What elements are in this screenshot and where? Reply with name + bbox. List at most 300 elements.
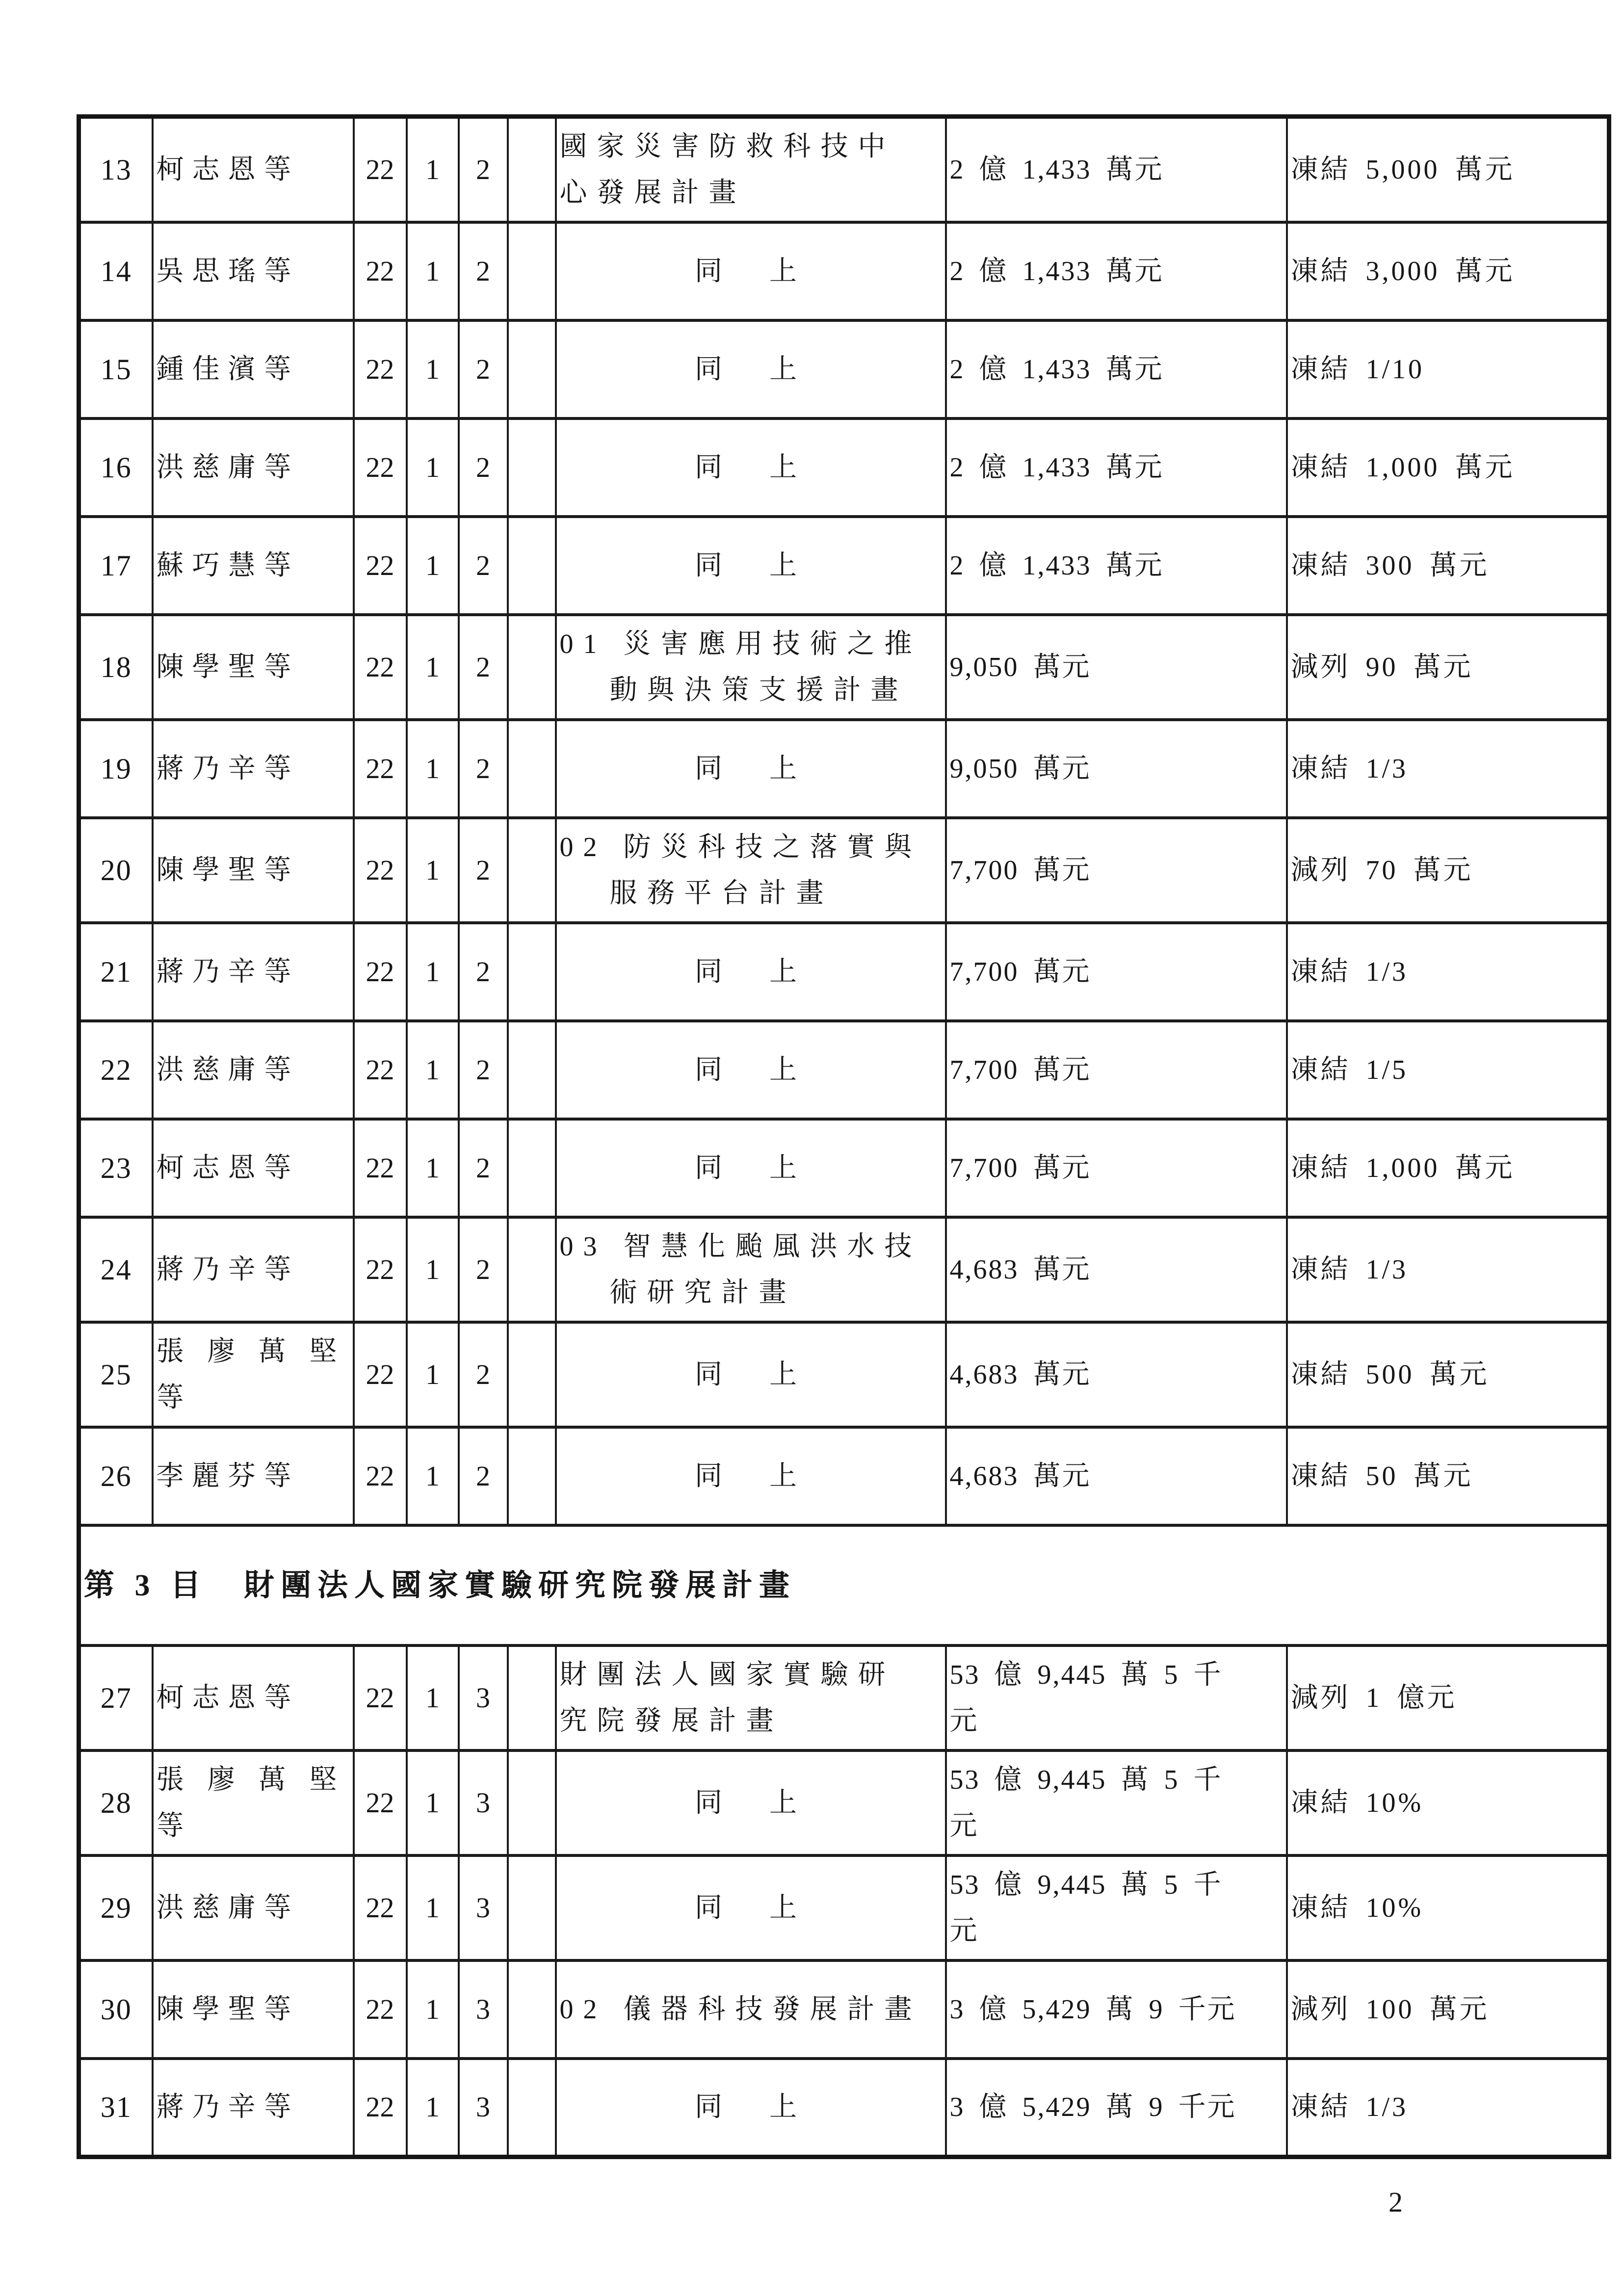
proposer-cell — [153, 418, 354, 517]
table-row — [79, 1322, 1609, 1427]
budget-kuan: 22 — [366, 255, 394, 287]
resolution-cell — [1287, 615, 1609, 720]
budget-mu: 2 — [476, 1358, 490, 1390]
budget-xiang-cell — [407, 1960, 459, 2059]
budget-amount: 2 億 1,433 萬元 — [949, 256, 1164, 287]
spare-cell — [508, 818, 556, 923]
proposer-name: 柯志恩等 — [156, 1153, 300, 1183]
budget-xiang: 1 — [425, 255, 440, 287]
table-row — [79, 818, 1609, 923]
row-number: 13 — [100, 154, 132, 186]
spare-cell — [508, 923, 556, 1021]
budget-kuan-cell — [354, 2059, 407, 2157]
resolution-text: 凍結 5,000 萬元 — [1290, 155, 1515, 185]
proposer-cell — [153, 1217, 354, 1322]
project-cell — [556, 320, 946, 418]
proposer-cell — [153, 117, 354, 223]
table-row — [79, 1750, 1609, 1855]
row-number-cell — [79, 1750, 153, 1855]
project-name: 同 上 — [695, 1359, 807, 1390]
proposer-name: 洪慈庸等 — [156, 1893, 300, 1923]
budget-amount: 2 億 1,433 萬元 — [949, 354, 1164, 385]
budget-xiang: 1 — [425, 549, 440, 581]
budget-amount: 9,050 萬元 — [949, 652, 1091, 682]
row-number: 23 — [100, 1152, 132, 1184]
budget-mu: 3 — [476, 2091, 490, 2123]
amount-cell — [946, 222, 1287, 320]
budget-mu-cell — [459, 2059, 508, 2157]
budget-kuan-cell — [354, 923, 407, 1021]
resolution-text: 減列 70 萬元 — [1290, 855, 1473, 886]
amount-cell — [946, 1427, 1287, 1525]
resolution-text: 凍結 1/5 — [1290, 1055, 1409, 1085]
budget-xiang-cell — [407, 1217, 459, 1322]
proposer-cell — [153, 720, 354, 818]
budget-mu-cell — [459, 923, 508, 1021]
proposer-cell — [153, 517, 354, 615]
budget-kuan-cell — [354, 1119, 407, 1217]
row-number: 20 — [100, 854, 132, 887]
budget-amount: 9,050 萬元 — [949, 754, 1091, 784]
proposer-cell — [153, 1960, 354, 2059]
budget-amount: 4,683 萬元 — [949, 1359, 1091, 1390]
project-cell — [556, 2059, 946, 2157]
table-row — [79, 517, 1609, 615]
budget-kuan-cell — [354, 818, 407, 923]
budget-amount: 53 億 9,445 萬 5 千 — [949, 1765, 1223, 1795]
resolution-text: 凍結 1/3 — [1290, 754, 1409, 784]
budget-xiang-cell — [407, 818, 459, 923]
budget-kuan: 22 — [366, 1253, 394, 1285]
budget-mu-cell — [459, 320, 508, 418]
proposer-name: 吳思瑤等 — [156, 256, 300, 287]
budget-xiang: 1 — [425, 353, 440, 385]
proposer-name: 柯志恩等 — [156, 1683, 300, 1713]
budget-xiang-cell — [407, 222, 459, 320]
budget-mu-cell — [459, 1217, 508, 1322]
budget-xiang-cell — [407, 2059, 459, 2157]
project-name: 同 上 — [695, 1055, 807, 1085]
resolution-text: 凍結 1/10 — [1290, 354, 1425, 385]
row-number-cell — [79, 818, 153, 923]
project-name: 02 儀器科技發展計畫 — [559, 1994, 922, 2025]
proposer-cell — [153, 1645, 354, 1750]
resolution-text: 凍結 1/3 — [1290, 1254, 1409, 1285]
table-row — [79, 1021, 1609, 1119]
table-row — [79, 418, 1609, 517]
resolution-cell — [1287, 1855, 1609, 1960]
budget-amount: 3 億 5,429 萬 9 千元 — [949, 2092, 1236, 2123]
resolution-text: 減列 90 萬元 — [1290, 652, 1473, 682]
project-cell — [556, 1750, 946, 1855]
budget-xiang: 1 — [425, 1787, 440, 1819]
resolution-cell — [1287, 2059, 1609, 2157]
budget-xiang: 1 — [425, 1253, 440, 1285]
project-cell — [556, 1960, 946, 2059]
budget-amount: 53 億 9,445 萬 5 千 — [949, 1870, 1223, 1900]
spare-cell — [508, 615, 556, 720]
resolution-text: 凍結 3,000 萬元 — [1290, 256, 1515, 287]
budget-mu: 3 — [476, 1682, 490, 1714]
spare-cell — [508, 1855, 556, 1960]
section-header-cell — [79, 1525, 1609, 1645]
project-cell — [556, 1217, 946, 1322]
spare-cell — [508, 222, 556, 320]
spare-cell — [508, 517, 556, 615]
project-cell — [556, 1021, 946, 1119]
spare-cell — [508, 1427, 556, 1525]
proposer-name: 陳學聖等 — [156, 1994, 300, 2025]
amount-cell — [946, 720, 1287, 818]
budget-kuan-cell — [354, 1217, 407, 1322]
section-header-row — [79, 1525, 1609, 1645]
budget-amount: 4,683 萬元 — [949, 1461, 1091, 1491]
resolution-cell — [1287, 1427, 1609, 1525]
budget-kuan-cell — [354, 1427, 407, 1525]
project-name: 同 上 — [695, 754, 807, 784]
budget-amount: 4,683 萬元 — [949, 1254, 1091, 1285]
row-number: 30 — [100, 1993, 132, 2026]
proposer-name: 蔣乃辛等 — [156, 957, 300, 987]
resolution-cell — [1287, 1645, 1609, 1750]
budget-xiang: 1 — [425, 154, 440, 185]
budget-mu-cell — [459, 1960, 508, 2059]
row-number-cell — [79, 418, 153, 517]
project-name: 03 智慧化颱風洪水技 — [559, 1231, 922, 1262]
budget-mu-cell — [459, 418, 508, 517]
row-number: 21 — [100, 956, 132, 988]
row-number-cell — [79, 1960, 153, 2059]
resolution-cell — [1287, 517, 1609, 615]
spare-cell — [508, 1960, 556, 2059]
amount-cell — [946, 1855, 1287, 1960]
budget-xiang: 1 — [425, 1460, 440, 1492]
budget-xiang: 1 — [425, 1892, 440, 1924]
proposer-name: 張 廖 萬 堅 — [156, 1765, 345, 1795]
budget-kuan-cell — [354, 615, 407, 720]
budget-xiang-cell — [407, 923, 459, 1021]
project-name: 同 上 — [695, 957, 807, 987]
project-cell — [556, 818, 946, 923]
budget-xiang-cell — [407, 1427, 459, 1525]
budget-mu-cell — [459, 615, 508, 720]
resolution-cell — [1287, 1322, 1609, 1427]
budget-kuan: 22 — [366, 549, 394, 581]
table-row — [79, 320, 1609, 418]
resolution-cell — [1287, 720, 1609, 818]
row-number: 26 — [100, 1460, 132, 1492]
budget-kuan: 22 — [366, 2091, 394, 2123]
row-number-cell — [79, 1322, 153, 1427]
budget-mu: 2 — [476, 1460, 490, 1492]
budget-kuan: 22 — [366, 1892, 394, 1924]
budget-amount: 元 — [949, 1811, 979, 1841]
row-number-cell — [79, 2059, 153, 2157]
amount-cell — [946, 1119, 1287, 1217]
budget-mu-cell — [459, 720, 508, 818]
budget-xiang: 1 — [425, 2091, 440, 2123]
motions-table-body — [79, 117, 1609, 2157]
amount-cell — [946, 1960, 1287, 2059]
budget-mu-cell — [459, 1750, 508, 1855]
budget-xiang-cell — [407, 720, 459, 818]
row-number-cell — [79, 720, 153, 818]
row-number-cell — [79, 615, 153, 720]
project-cell — [556, 1119, 946, 1217]
amount-cell — [946, 1750, 1287, 1855]
budget-xiang: 1 — [425, 1682, 440, 1714]
resolution-cell — [1287, 117, 1609, 223]
budget-xiang-cell — [407, 1855, 459, 1960]
table-row — [79, 720, 1609, 818]
resolution-text: 凍結 1/3 — [1290, 2092, 1409, 2123]
budget-xiang-cell — [407, 1750, 459, 1855]
proposer-cell — [153, 222, 354, 320]
budget-kuan-cell — [354, 1750, 407, 1855]
spare-cell — [508, 117, 556, 223]
budget-amount: 53 億 9,445 萬 5 千 — [949, 1660, 1223, 1690]
amount-cell — [946, 1217, 1287, 1322]
spare-cell — [508, 1119, 556, 1217]
budget-xiang: 1 — [425, 651, 440, 683]
budget-xiang: 1 — [425, 451, 440, 483]
budget-kuan-cell — [354, 320, 407, 418]
resolution-cell — [1287, 320, 1609, 418]
budget-mu: 2 — [476, 956, 490, 988]
spare-cell — [508, 418, 556, 517]
project-name: 同 上 — [695, 354, 807, 385]
budget-mu: 2 — [476, 451, 490, 483]
budget-mu: 2 — [476, 1054, 490, 1086]
budget-motions-table — [77, 114, 1611, 2159]
budget-xiang-cell — [407, 418, 459, 517]
budget-mu-cell — [459, 1645, 508, 1750]
row-number: 27 — [100, 1682, 132, 1714]
budget-mu-cell — [459, 1427, 508, 1525]
budget-amount: 2 億 1,433 萬元 — [949, 452, 1164, 483]
budget-kuan-cell — [354, 117, 407, 223]
row-number-cell — [79, 517, 153, 615]
project-cell — [556, 117, 946, 223]
project-name: 國家災害防救科技中 — [559, 131, 895, 162]
row-number-cell — [79, 1855, 153, 1960]
project-name: 究院發展計畫 — [559, 1706, 784, 1736]
project-name: 同 上 — [695, 1893, 807, 1923]
resolution-cell — [1287, 222, 1609, 320]
budget-kuan: 22 — [366, 1993, 394, 2025]
budget-kuan: 22 — [366, 451, 394, 483]
row-number: 24 — [100, 1253, 132, 1286]
page-number: 2 — [1388, 2186, 1403, 2218]
amount-cell — [946, 615, 1287, 720]
amount-cell — [946, 2059, 1287, 2157]
budget-mu-cell — [459, 222, 508, 320]
budget-xiang: 1 — [425, 956, 440, 988]
spare-cell — [508, 320, 556, 418]
budget-amount: 元 — [949, 1916, 979, 1946]
budget-mu-cell — [459, 1021, 508, 1119]
budget-xiang-cell — [407, 117, 459, 223]
budget-kuan-cell — [354, 1021, 407, 1119]
budget-xiang-cell — [407, 1322, 459, 1427]
table-row — [79, 1217, 1609, 1322]
proposer-name: 洪慈庸等 — [156, 1055, 300, 1085]
budget-mu: 2 — [476, 651, 490, 683]
resolution-text: 凍結 10% — [1290, 1893, 1424, 1923]
budget-xiang-cell — [407, 320, 459, 418]
row-number-cell — [79, 1645, 153, 1750]
project-name: 同 上 — [695, 1788, 807, 1818]
proposer-cell — [153, 320, 354, 418]
resolution-cell — [1287, 1217, 1609, 1322]
proposer-name: 等 — [156, 1811, 192, 1841]
section-header-text: 第 3 目 財團法人國家實驗研究院發展計畫 — [84, 1568, 796, 1602]
budget-mu-cell — [459, 818, 508, 923]
project-cell — [556, 1855, 946, 1960]
proposer-cell — [153, 1750, 354, 1855]
proposer-name: 蔣乃辛等 — [156, 754, 300, 784]
budget-mu: 2 — [476, 1253, 490, 1285]
budget-kuan: 22 — [366, 1054, 394, 1086]
budget-kuan-cell — [354, 1960, 407, 2059]
spare-cell — [508, 720, 556, 818]
budget-mu: 3 — [476, 1787, 490, 1819]
budget-xiang-cell — [407, 1021, 459, 1119]
budget-mu-cell — [459, 1119, 508, 1217]
row-number: 17 — [100, 549, 132, 582]
resolution-text: 凍結 10% — [1290, 1788, 1424, 1818]
budget-kuan: 22 — [366, 353, 394, 385]
project-name: 同 上 — [695, 550, 807, 581]
proposer-name: 柯志恩等 — [156, 155, 300, 185]
row-number: 14 — [100, 255, 132, 287]
budget-mu: 2 — [476, 255, 490, 287]
table-row — [79, 117, 1609, 223]
project-name: 財團法人國家實驗研 — [559, 1660, 895, 1690]
table-row — [79, 2059, 1609, 2157]
proposer-cell — [153, 615, 354, 720]
budget-kuan: 22 — [366, 1682, 394, 1714]
proposer-cell — [153, 923, 354, 1021]
proposer-cell — [153, 1855, 354, 1960]
budget-amount: 2 億 1,433 萬元 — [949, 550, 1164, 581]
budget-mu: 2 — [476, 1152, 490, 1184]
table-row — [79, 1119, 1609, 1217]
budget-xiang-cell — [407, 1119, 459, 1217]
table-row — [79, 1427, 1609, 1525]
proposer-cell — [153, 1119, 354, 1217]
budget-mu: 2 — [476, 753, 490, 784]
budget-kuan: 22 — [366, 753, 394, 784]
budget-mu: 2 — [476, 854, 490, 886]
resolution-cell — [1287, 1750, 1609, 1855]
project-cell — [556, 720, 946, 818]
amount-cell — [946, 1645, 1287, 1750]
amount-cell — [946, 1021, 1287, 1119]
proposer-name: 蔣乃辛等 — [156, 2092, 300, 2123]
resolution-cell — [1287, 418, 1609, 517]
project-cell — [556, 1322, 946, 1427]
budget-xiang-cell — [407, 1645, 459, 1750]
proposer-name: 張 廖 萬 堅 — [156, 1336, 345, 1367]
budget-kuan: 22 — [366, 854, 394, 886]
proposer-name: 李麗芬等 — [156, 1461, 300, 1491]
budget-xiang-cell — [407, 517, 459, 615]
spare-cell — [508, 1750, 556, 1855]
project-name: 心發展計畫 — [559, 178, 746, 208]
row-number-cell — [79, 117, 153, 223]
proposer-cell — [153, 818, 354, 923]
row-number: 31 — [100, 2091, 132, 2124]
row-number-cell — [79, 1217, 153, 1322]
row-number-cell — [79, 1427, 153, 1525]
budget-kuan: 22 — [366, 1787, 394, 1819]
resolution-cell — [1287, 1119, 1609, 1217]
project-name: 同 上 — [695, 1461, 807, 1491]
budget-mu: 2 — [476, 154, 490, 185]
budget-mu: 3 — [476, 1993, 490, 2025]
spare-cell — [508, 1021, 556, 1119]
spare-cell — [508, 1322, 556, 1427]
project-cell — [556, 1427, 946, 1525]
project-name: 服務平台計畫 — [609, 878, 834, 909]
proposer-name: 陳學聖等 — [156, 652, 300, 682]
budget-mu: 2 — [476, 353, 490, 385]
row-number-cell — [79, 222, 153, 320]
budget-kuan-cell — [354, 720, 407, 818]
row-number: 15 — [100, 353, 132, 386]
project-name: 動與決策支援計畫 — [609, 675, 908, 705]
project-cell — [556, 418, 946, 517]
budget-kuan: 22 — [366, 1358, 394, 1390]
table-row — [79, 923, 1609, 1021]
budget-amount: 元 — [949, 1706, 979, 1736]
amount-cell — [946, 418, 1287, 517]
project-name: 同 上 — [695, 2092, 807, 2123]
row-number: 25 — [100, 1358, 132, 1391]
resolution-text: 凍結 300 萬元 — [1290, 550, 1490, 581]
proposer-name: 鍾佳濱等 — [156, 354, 300, 385]
budget-kuan: 22 — [366, 154, 394, 185]
row-number-cell — [79, 320, 153, 418]
budget-kuan-cell — [354, 517, 407, 615]
resolution-text: 減列 1 億元 — [1290, 1683, 1457, 1713]
proposer-cell — [153, 1322, 354, 1427]
table-row — [79, 1960, 1609, 2059]
resolution-cell — [1287, 818, 1609, 923]
budget-xiang: 1 — [425, 854, 440, 886]
resolution-text: 凍結 1,000 萬元 — [1290, 452, 1515, 483]
amount-cell — [946, 517, 1287, 615]
budget-xiang: 1 — [425, 753, 440, 784]
proposer-name: 陳學聖等 — [156, 855, 300, 886]
budget-xiang: 1 — [425, 1152, 440, 1184]
budget-xiang: 1 — [425, 1054, 440, 1086]
budget-amount: 3 億 5,429 萬 9 千元 — [949, 1994, 1236, 2025]
budget-mu-cell — [459, 1855, 508, 1960]
budget-mu-cell — [459, 117, 508, 223]
row-number: 18 — [100, 651, 132, 683]
budget-kuan: 22 — [366, 1152, 394, 1184]
spare-cell — [508, 1645, 556, 1750]
project-name: 同 上 — [695, 256, 807, 287]
resolution-text: 凍結 1,000 萬元 — [1290, 1153, 1515, 1183]
budget-mu-cell — [459, 517, 508, 615]
row-number: 19 — [100, 753, 132, 785]
table-row — [79, 222, 1609, 320]
project-cell — [556, 517, 946, 615]
project-cell — [556, 1645, 946, 1750]
